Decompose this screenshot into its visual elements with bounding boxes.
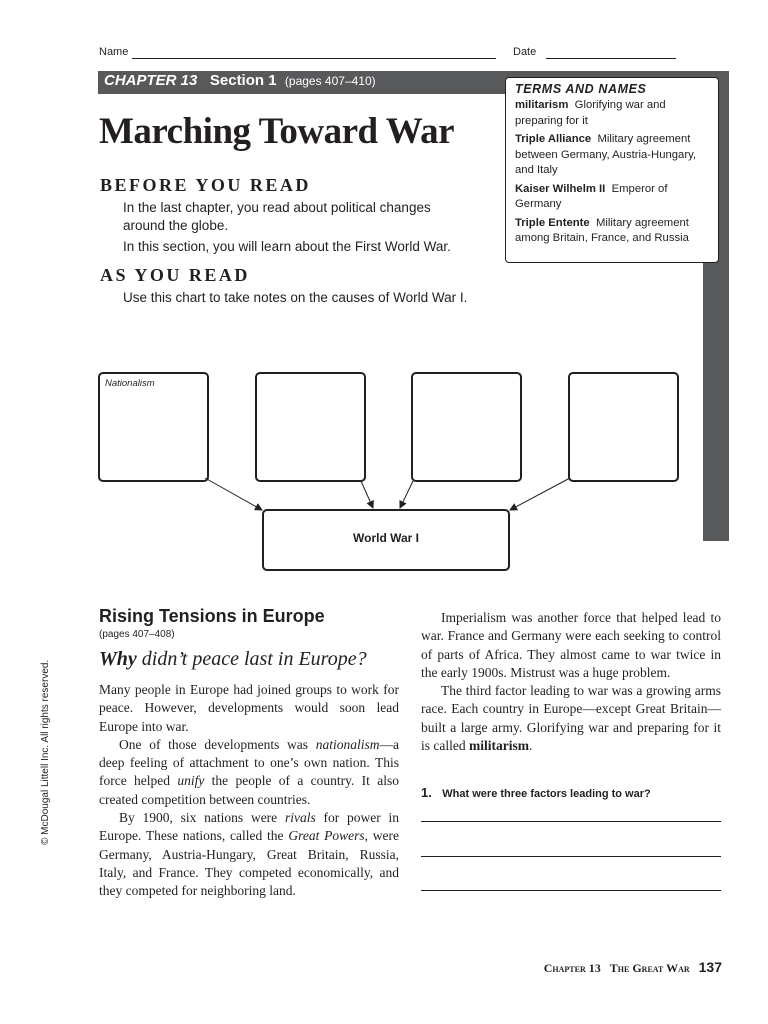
term-name: Triple Alliance <box>515 133 592 145</box>
page-footer <box>544 959 722 976</box>
arrow-1 <box>205 478 262 510</box>
answer-line-2[interactable] <box>421 856 721 857</box>
footer-title: The Great War <box>609 961 690 975</box>
right-paragraph-2: The third factor leading to war was a growing arms race. Each country in Europe—except Great Britain—built a large army. Glorifying war and preparing for it is called militarism. <box>421 683 721 754</box>
question-number: 1. <box>421 785 432 800</box>
term-definition: Emperor of Germany <box>515 182 668 210</box>
arrow-3 <box>400 481 413 508</box>
emphasized-term: Great Powers <box>288 828 365 844</box>
right-column <box>421 609 721 755</box>
section-pages: (pages 407–408) <box>99 629 175 640</box>
term-name: Kaiser Wilhelm II <box>515 182 606 195</box>
term-name: militarism <box>515 99 569 111</box>
before-you-read-heading: BEFORE YOU READ <box>100 175 311 195</box>
date-label: Date <box>513 46 537 58</box>
chapter-label: CHAPTER 13 <box>104 72 198 89</box>
page-title: Marching Toward War <box>99 111 455 152</box>
copyright-notice: © McDougal Littell Inc. All rights reserved. <box>40 659 51 845</box>
arrow-4 <box>510 478 570 510</box>
why-bold: Why <box>99 648 137 670</box>
before-you-read-line1: In the last chapter, you read about political changes around the globe. <box>123 200 431 233</box>
answer-line-1[interactable] <box>421 821 721 822</box>
why-rest: didn’t peace last in Europe? <box>136 648 367 670</box>
right-paragraph-1: Imperialism was another force that helped lead to war. France and Germany were each seeking to control of parts of Africa. They almost came to war twice in the early 1900s. Mistrust was a huge problem. <box>421 610 721 680</box>
world-war-label: World War I <box>353 531 419 545</box>
section-label: Section 1 <box>209 72 277 89</box>
footer-chapter: Chapter 13 <box>543 961 601 975</box>
terms-title: TERMS AND NAMES <box>515 82 647 96</box>
world-war-box <box>262 509 510 571</box>
as-you-read-heading: AS YOU READ <box>100 265 250 285</box>
name-label: Name <box>99 46 129 58</box>
why-question <box>99 648 367 671</box>
page-number: 137 <box>698 959 722 975</box>
left-paragraph-3: By 1900, six nations were rivals for power in Europe. These nations, called the Great Powers, were Germany, Austria-Hungary, Great Britain, Russia, Italy, and France. They competed economically, and they competed for neighboring land. <box>99 810 399 899</box>
left-paragraph-2: One of those developments was nationalism—a deep feeling of attachment to one’s own nation. This force helped unify the people of a country. It also created competition between countries. <box>99 736 399 807</box>
question-1 <box>421 784 651 802</box>
term-name: Triple Entente <box>515 216 590 229</box>
term-definition: Glorifying war and preparing for it <box>515 99 666 127</box>
answer-line-3[interactable] <box>421 890 721 891</box>
section-pages: (pages 407–410) <box>284 74 376 88</box>
note-box-label: Nationalism <box>105 378 155 389</box>
key-term: militarism <box>468 738 529 754</box>
left-paragraph-1: Many people in Europe had joined groups to work for peace. However, developments would soon lead Europe into war. <box>99 682 399 734</box>
term-definition: Military agreement among Britain, France, and Russia <box>515 216 689 244</box>
term-definition: Military agreement between Germany, Austria-Hungary, and Italy <box>515 133 697 176</box>
emphasized-term: nationalism <box>315 736 380 752</box>
section-heading: Rising Tensions in Europe <box>99 606 325 626</box>
emphasized-term: rivals <box>284 810 316 826</box>
emphasized-term: unify <box>177 773 205 789</box>
question-text: What were three factors leading to war? <box>442 788 651 800</box>
as-you-read-instruction: Use this chart to take notes on the causes of World War I. <box>123 290 468 305</box>
before-you-read-line2: In this section, you will learn about the First World War. <box>123 239 451 254</box>
arrow-2 <box>361 481 373 508</box>
left-column <box>99 681 399 901</box>
